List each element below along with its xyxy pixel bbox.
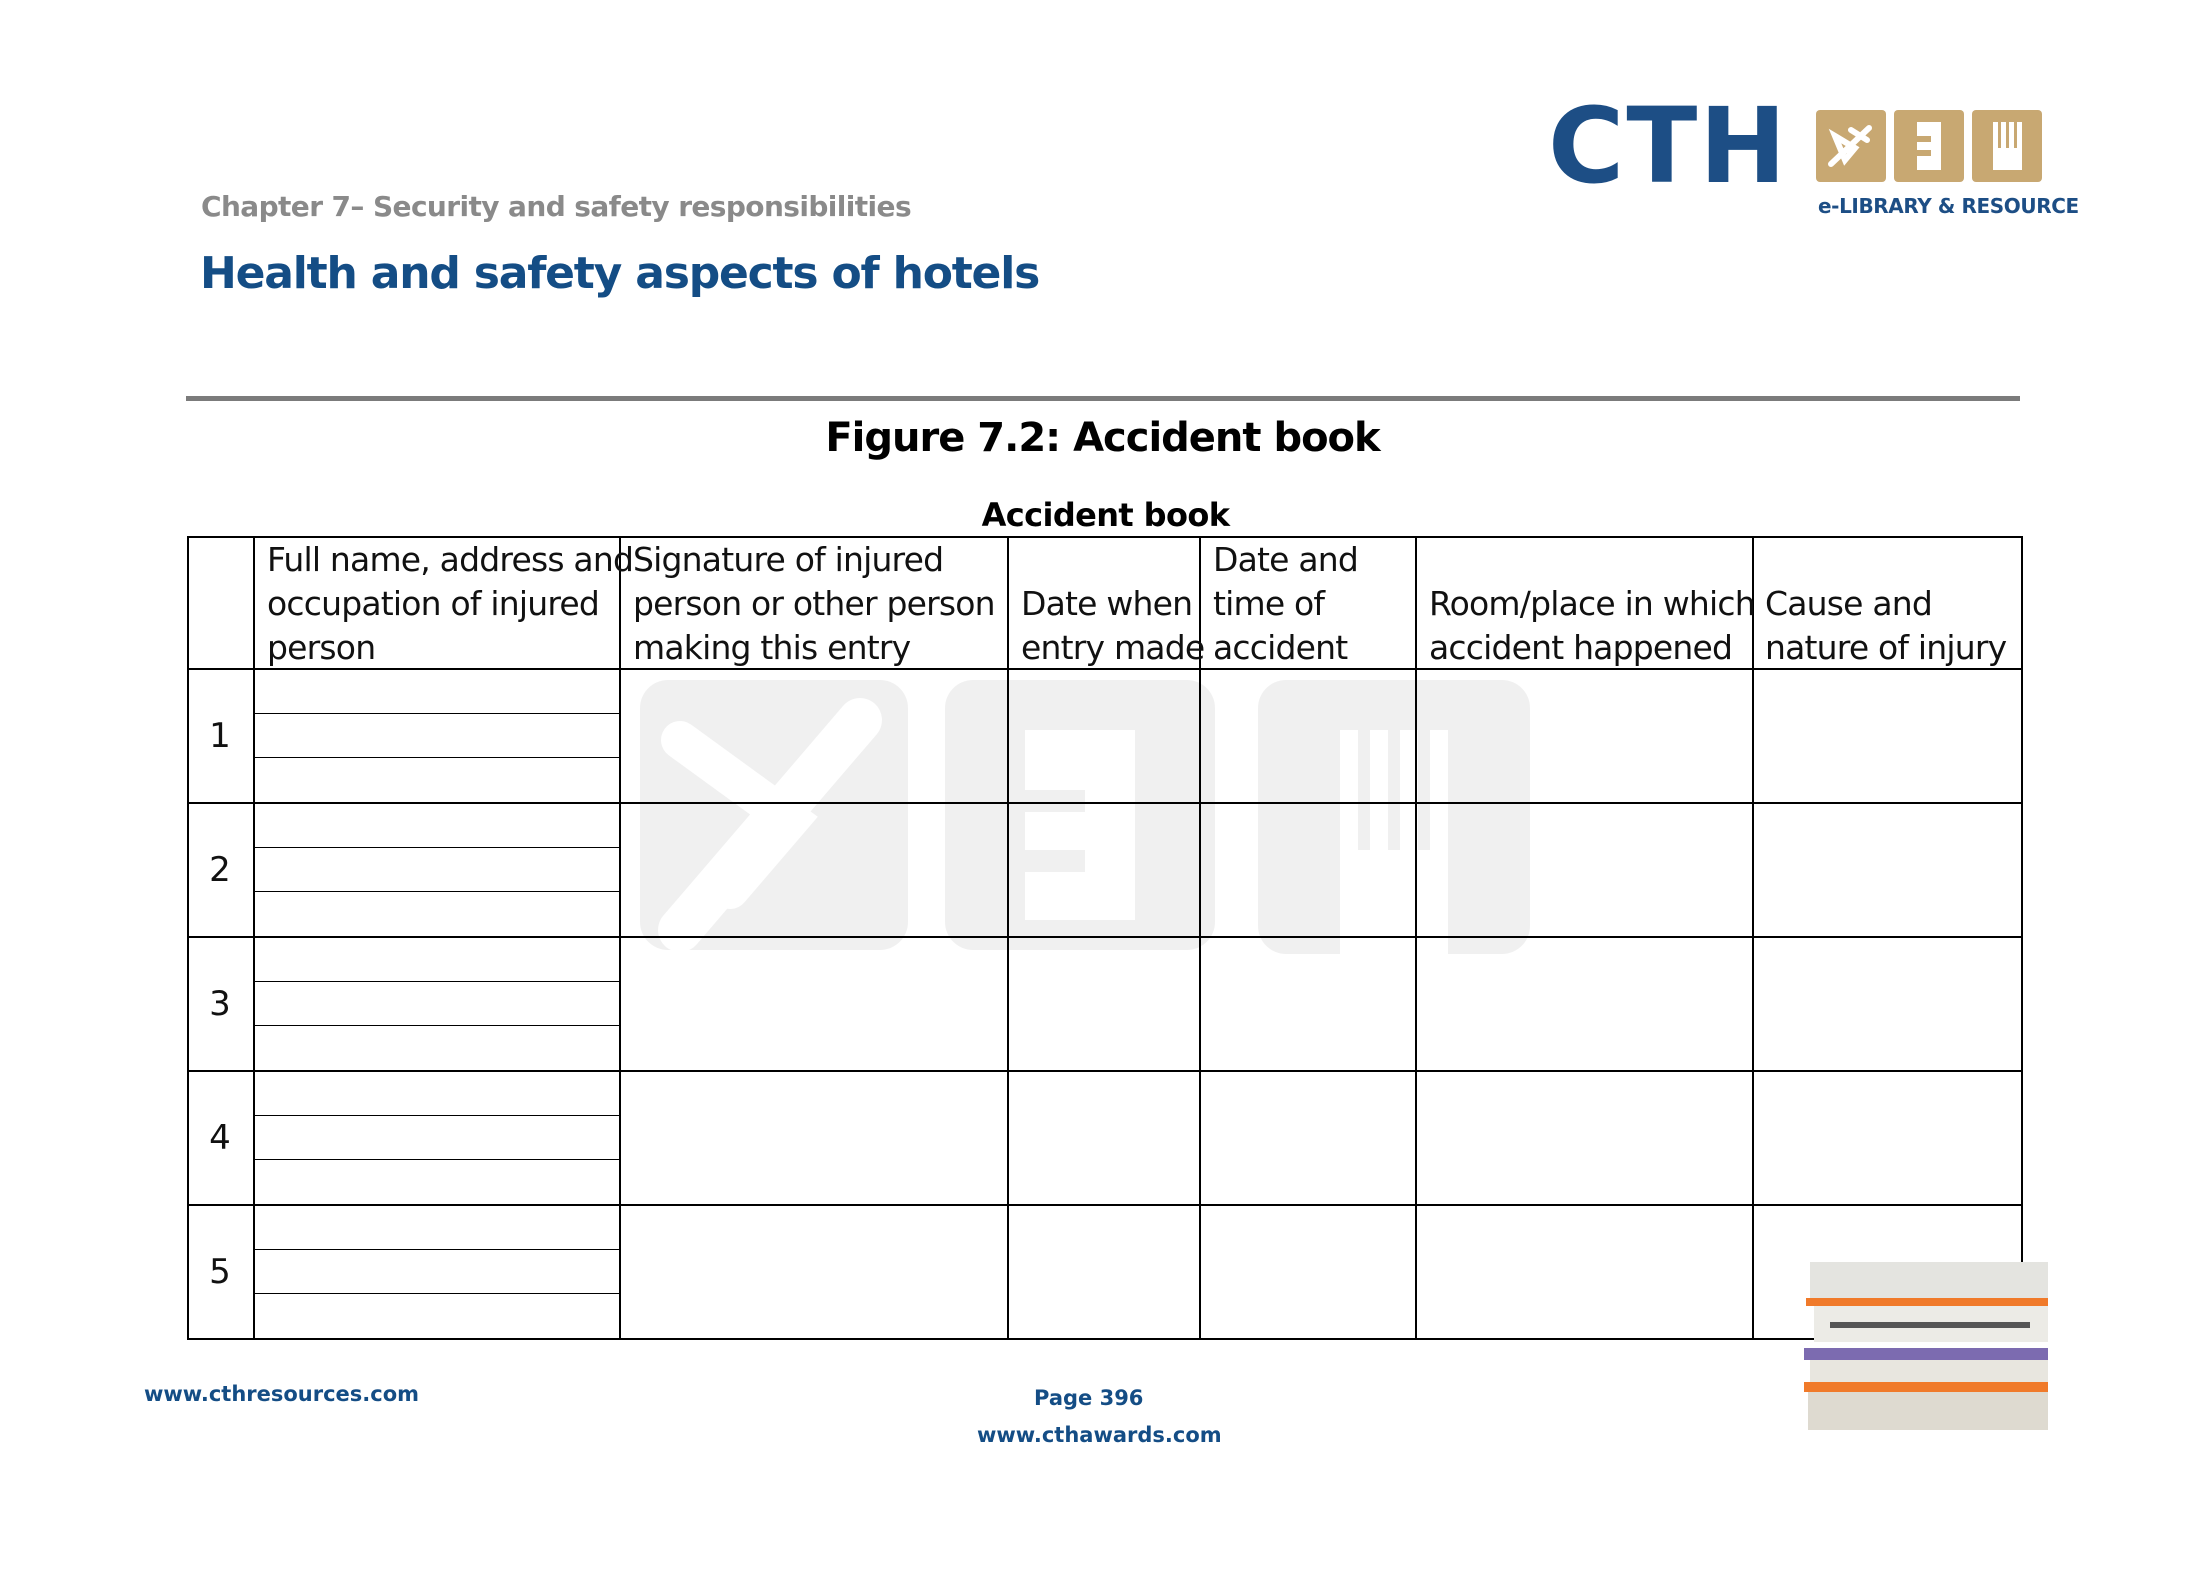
accident-book-table — [187, 536, 2023, 1340]
cth-logo — [1548, 85, 2079, 224]
row-number: 4 — [209, 1118, 231, 1158]
table-caption: Accident book — [981, 496, 1230, 534]
page-title: Health and safety aspects of hotels — [200, 248, 1040, 299]
row-number: 5 — [209, 1252, 231, 1292]
row-number: 1 — [209, 716, 231, 756]
page-number: Page 396 — [1034, 1386, 1144, 1410]
logo-wordmark: CTH — [1548, 85, 1789, 207]
col-header-cause-injury: Cause and nature of injury — [1765, 584, 2007, 667]
footer-site-url[interactable]: www.cthawards.com — [977, 1423, 1222, 1447]
col-header-accident-datetime: Date and time of accident — [1213, 540, 1359, 667]
col-header-name: Full name, address and occupation of injured person — [267, 540, 634, 667]
col-header-room-place: Room/place in which accident happened — [1429, 584, 1755, 667]
plane-icon — [1816, 110, 1886, 182]
col-header-entry-date: Date when entry made — [1021, 584, 1205, 667]
row-number: 3 — [209, 984, 231, 1024]
cutlery-icon — [1972, 110, 2042, 182]
chapter-heading: Chapter 7– Security and safety responsibilities — [201, 190, 912, 223]
row-number: 2 — [209, 850, 231, 890]
header-divider — [186, 396, 2020, 401]
logo-subtitle: e-LIBRARY & RESOURCE — [1818, 194, 2079, 218]
col-header-signature: Signature of injured person or other person making this entry — [633, 540, 995, 667]
footer-url[interactable]: www.cthresources.com — [144, 1382, 420, 1406]
hotel-icon — [1894, 110, 1964, 182]
figure-title: Figure 7.2: Accident book — [825, 415, 1380, 461]
books-illustration — [1800, 1262, 2048, 1432]
